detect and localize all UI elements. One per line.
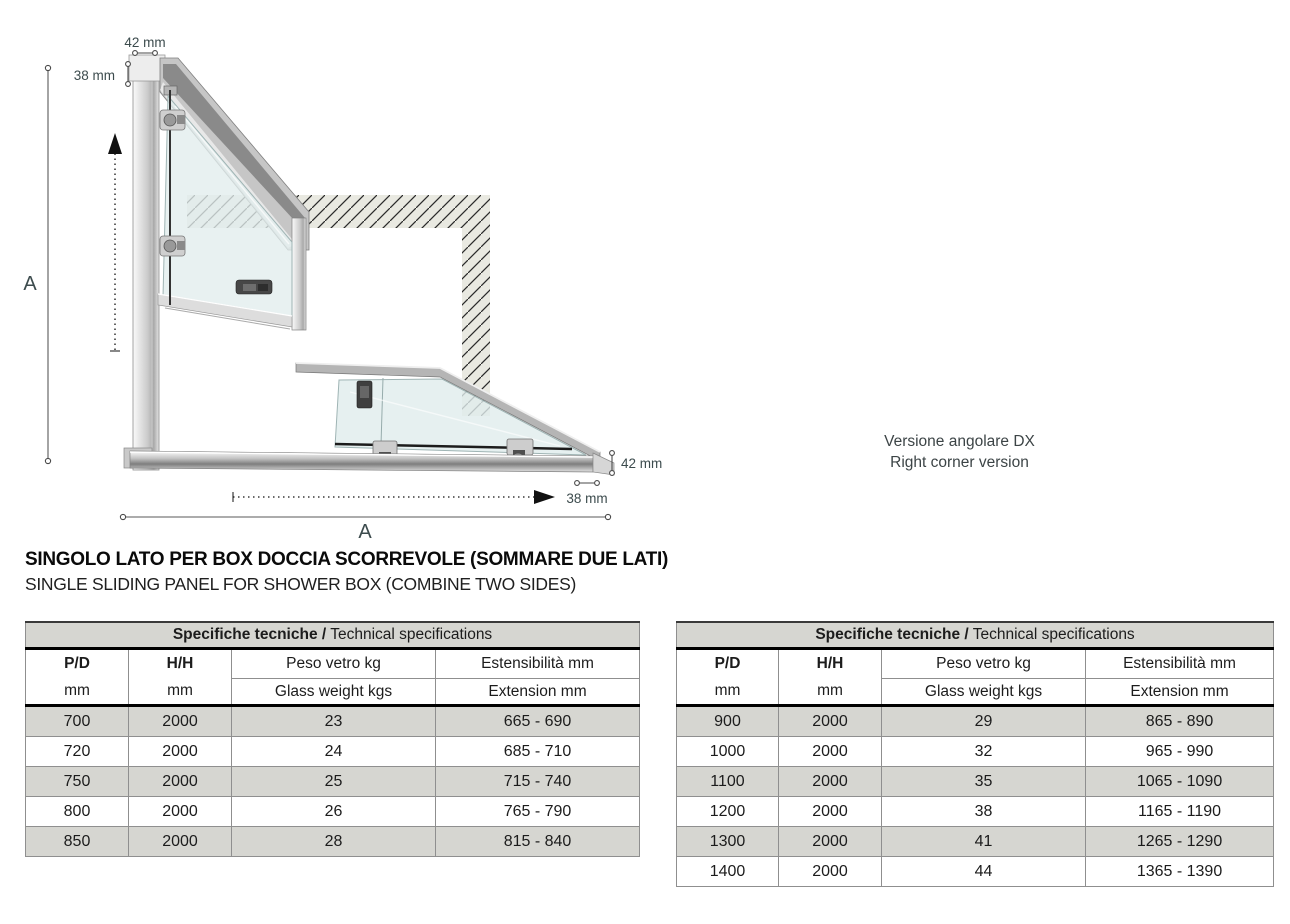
table-cell: 1300 [677, 827, 779, 857]
col-header-hh: H/H [779, 649, 882, 679]
side-panel-handle [236, 280, 272, 294]
col-header-weight-en: Glass weight kgs [882, 679, 1086, 706]
col-header-weight-en: Glass weight kgs [232, 679, 436, 706]
table-cell: 850 [26, 827, 129, 857]
table-cell: 25 [232, 767, 436, 797]
table-cell: 41 [882, 827, 1086, 857]
dim-38mm-bottom: 38 mm [566, 491, 608, 506]
heading-english: SINGLE SLIDING PANEL FOR SHOWER BOX (COMBINE TWO SIDES) [25, 574, 577, 594]
col-header-extension-en: Extension mm [1086, 679, 1274, 706]
table-cell: 750 [26, 767, 129, 797]
table-cell: 26 [232, 797, 436, 827]
table-row [677, 737, 1274, 767]
col-header-weight-it: Peso vetro kg [882, 649, 1086, 679]
corner-column [292, 218, 306, 330]
table-cell: 1365 - 1390 [1086, 857, 1274, 887]
table-header-row-2 [26, 679, 640, 706]
table-cell: 2000 [129, 827, 232, 857]
table-cell: 35 [882, 767, 1086, 797]
table-cell: 720 [26, 737, 129, 767]
table-cell: 24 [232, 737, 436, 767]
table-row [26, 827, 640, 857]
heading-italian: SINGOLO LATO PER BOX DOCCIA SCORREVOLE (SOMMARE DUE LATI) [25, 549, 668, 570]
dim-A-horizontal: A [358, 521, 372, 543]
table-row [677, 706, 1274, 737]
col-header-pd: P/D [677, 649, 779, 679]
table-cell: 32 [882, 737, 1086, 767]
table-row [677, 827, 1274, 857]
version-caption [842, 431, 1077, 473]
table-cell: 1000 [677, 737, 779, 767]
spec-table-right [676, 621, 1274, 887]
table-header-row-2 [677, 679, 1274, 706]
table-row [677, 767, 1274, 797]
col-header-hh-unit: mm [129, 679, 232, 706]
table-cell: 1265 - 1290 [1086, 827, 1274, 857]
table-cell: 29 [882, 706, 1086, 737]
spec-table-left [25, 621, 640, 857]
table-cell: 700 [26, 706, 129, 737]
table-title-row [26, 622, 640, 649]
table-row [26, 767, 640, 797]
table-row [26, 797, 640, 827]
technical-drawing [0, 0, 680, 545]
dim-42mm-top: 42 mm [124, 35, 166, 50]
table-cell: 965 - 990 [1086, 737, 1274, 767]
table-cell: 1200 [677, 797, 779, 827]
table-cell: 2000 [779, 737, 882, 767]
table-cell: 2000 [779, 797, 882, 827]
table-cell: 715 - 740 [436, 767, 640, 797]
table-cell: 2000 [129, 767, 232, 797]
table-cell: 28 [232, 827, 436, 857]
caption-english: Right corner version [890, 454, 1029, 471]
table-cell: 1165 - 1190 [1086, 797, 1274, 827]
table-cell: 1100 [677, 767, 779, 797]
col-header-extension-it: Estensibilità mm [1086, 649, 1274, 679]
table-cell: 1400 [677, 857, 779, 887]
table-cell: 2000 [129, 706, 232, 737]
table-cell: 765 - 790 [436, 797, 640, 827]
table-cell: 2000 [779, 857, 882, 887]
col-header-hh-unit: mm [779, 679, 882, 706]
front-panel-handle [357, 381, 372, 408]
table-cell: 815 - 840 [436, 827, 640, 857]
col-header-extension-it: Estensibilità mm [436, 649, 640, 679]
table-cell: 1065 - 1090 [1086, 767, 1274, 797]
section-heading [25, 549, 668, 595]
table-cell: 800 [26, 797, 129, 827]
table-cell: 2000 [779, 827, 882, 857]
table-row [677, 797, 1274, 827]
table-cell: 665 - 690 [436, 706, 640, 737]
table-title: Specifiche tecniche / Technical specifications [26, 622, 640, 649]
table-cell: 44 [882, 857, 1086, 887]
table-header-row-1 [26, 649, 640, 679]
table-cell: 2000 [129, 737, 232, 767]
dim-A-vertical: A [23, 273, 37, 295]
caption-italian: Versione angolare DX [884, 433, 1035, 450]
col-header-pd: P/D [26, 649, 129, 679]
table-cell: 2000 [129, 797, 232, 827]
dim-38mm-top: 38 mm [73, 68, 115, 83]
front-panel [296, 363, 600, 467]
table-cell: 23 [232, 706, 436, 737]
col-header-hh: H/H [129, 649, 232, 679]
table-cell: 865 - 890 [1086, 706, 1274, 737]
wall-jamb-profile [133, 56, 159, 470]
col-header-pd-unit: mm [677, 679, 779, 706]
table-header-row-1 [677, 649, 1274, 679]
table-cell: 2000 [779, 767, 882, 797]
roller-bracket-bottom [160, 236, 185, 256]
col-header-weight-it: Peso vetro kg [232, 649, 436, 679]
col-header-pd-unit: mm [26, 679, 129, 706]
table-row [677, 857, 1274, 887]
table-cell: 900 [677, 706, 779, 737]
col-header-extension-en: Extension mm [436, 679, 640, 706]
roller-bracket-top [160, 110, 185, 130]
table-cell: 2000 [779, 706, 882, 737]
table-title: Specifiche tecniche / Technical specifications [677, 622, 1274, 649]
table-title-row [677, 622, 1274, 649]
table-row [26, 737, 640, 767]
side-panel [129, 55, 309, 470]
dim-42mm-bottom: 42 mm [621, 456, 663, 471]
table-cell: 685 - 710 [436, 737, 640, 767]
table-cell: 38 [882, 797, 1086, 827]
table-row [26, 706, 640, 737]
